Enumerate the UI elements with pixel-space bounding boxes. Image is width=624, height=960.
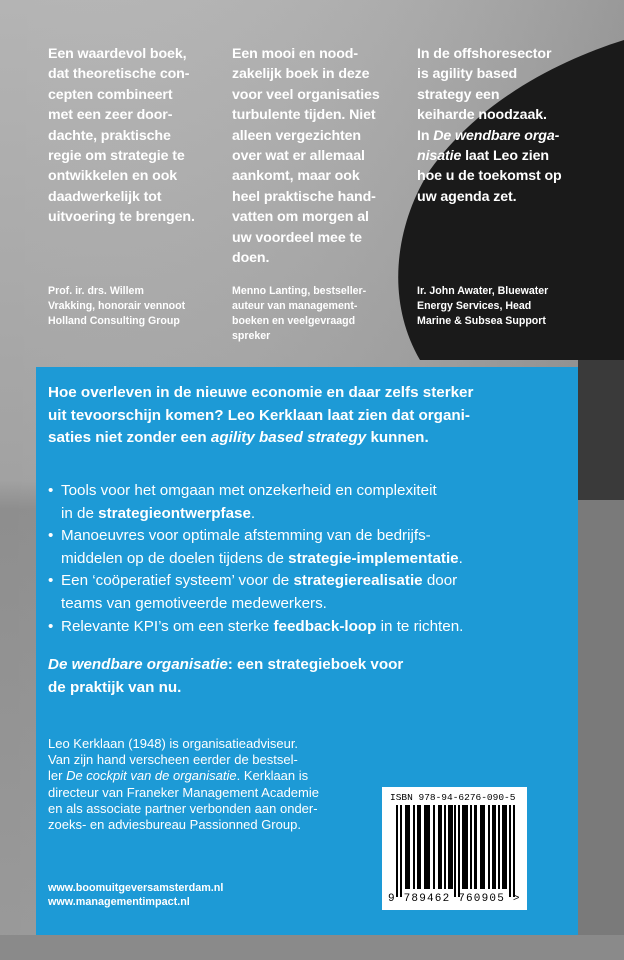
- quote-line: zakelijk boek in deze: [232, 66, 370, 83]
- attribution-line: Marine & Subsea Support: [417, 315, 546, 327]
- text: laat Leo zien: [461, 148, 549, 165]
- attribution-line: boeken en veelgevraagd: [232, 315, 356, 327]
- quote-line: regie om strategie te: [48, 148, 185, 165]
- bullet-icon: •: [48, 617, 54, 635]
- attribution-line: Vrakking, honorair vennoot: [48, 300, 186, 312]
- attribution-line: auteur van management-: [232, 300, 358, 312]
- bio-line: Leo Kerklaan (1948) is organisatieadviseur.: [48, 736, 299, 751]
- book-title: De wendbare orga-: [433, 127, 560, 144]
- quote-line: In de offshoresector: [417, 46, 552, 62]
- barcode-number: 9 789462 760905 >: [388, 893, 521, 905]
- quote-line: heel praktische hand-: [232, 188, 376, 205]
- text: : een strategieboek voor: [227, 656, 404, 673]
- attribution-line: Energy Services, Head: [417, 300, 532, 312]
- attribution-line: Prof. ir. drs. Willem: [48, 285, 144, 297]
- keyword: strategierealisatie: [293, 572, 423, 590]
- quote-line: vatten om morgen al: [232, 209, 369, 226]
- text: ler: [48, 768, 67, 784]
- text: In: [417, 127, 434, 144]
- bio-line: en als associate partner verbonden aan onder-: [48, 800, 318, 816]
- text: [61, 570, 463, 593]
- text: [61, 548, 463, 571]
- attribution-line: Menno Lanting, bestseller-: [232, 285, 367, 297]
- text: .: [250, 504, 256, 522]
- author-bio: [48, 736, 319, 833]
- list-item: [48, 616, 463, 639]
- quote-line: strategy een: [417, 86, 500, 103]
- text: saties niet zonder een: [48, 429, 211, 446]
- text: Relevante KPI’s om een sterke: [61, 617, 274, 635]
- keyword: feedback-loop: [273, 617, 377, 635]
- book-title: De cockpit van de organisatie: [66, 768, 237, 784]
- quote-line: voor veel organisaties: [232, 86, 380, 103]
- bio-line: zoeks- en adviesbureau Passionned Group.: [48, 817, 301, 833]
- quote-line: keiharde noodzaak.: [417, 107, 547, 124]
- bio-line: [48, 768, 319, 784]
- quote-line: doen.: [232, 250, 270, 267]
- quote-line: Een waardevol boek,: [48, 46, 187, 62]
- keyword: strategieontwerpfase: [98, 504, 251, 522]
- quote-line: [417, 126, 597, 146]
- publisher-url: www.boomuitgeversamsterdam.nl: [48, 882, 224, 894]
- quote-attribution-3: [417, 284, 602, 329]
- intro-line: Hoe overleven in de nieuwe economie en daar zelfs sterker: [48, 384, 474, 401]
- quote-line: turbulente tijden. Niet: [232, 107, 376, 124]
- attribution-line: spreker: [232, 330, 271, 342]
- quote-line: hoe u de toekomst op: [417, 168, 562, 185]
- text: [61, 616, 463, 639]
- text: Een ‘coöperatief systeem’ voor de: [61, 572, 294, 590]
- quote-line: uitvoering te brengen.: [48, 209, 195, 226]
- keyword: strategie-implementatie: [288, 549, 459, 567]
- publisher-url: www.managementimpact.nl: [48, 896, 190, 908]
- text: in te richten.: [376, 617, 464, 635]
- text: in de: [61, 504, 99, 522]
- list-item: [48, 480, 463, 525]
- quote-line: met een zeer door-: [48, 107, 173, 124]
- quote-line: dat theoretische con-: [48, 66, 190, 83]
- text: kunnen.: [366, 429, 429, 446]
- attribution-line: Ir. John Awater, Bluewater: [417, 285, 549, 297]
- review-quote-2: [232, 44, 412, 268]
- quote-line: [417, 146, 597, 166]
- text: [48, 654, 403, 677]
- text: teams van gemotiveerde medewerkers.: [61, 594, 327, 612]
- quote-line: Een mooi en nood-: [232, 46, 358, 62]
- text: de praktijk van nu.: [48, 678, 182, 696]
- intro-paragraph: [48, 382, 473, 450]
- text: .: [458, 549, 463, 567]
- quote-line: is agility based: [417, 66, 518, 83]
- bullet-icon: •: [48, 527, 54, 545]
- attribution-line: Holland Consulting Group: [48, 315, 180, 327]
- quote-line: daadwerkelijk tot: [48, 188, 162, 205]
- quote-line: over wat er allemaal: [232, 148, 365, 165]
- feature-list: [48, 480, 463, 638]
- text: . Kerklaan is: [236, 768, 309, 784]
- list-item: [48, 570, 463, 615]
- book-title: De wendbare organisatie: [48, 656, 228, 673]
- intro-line: uit tevoorschijn komen? Leo Kerklaan laat zien dat organi-: [48, 406, 470, 424]
- barcode-bars: [382, 787, 527, 910]
- review-quote-1: [48, 44, 228, 228]
- closing-statement: [48, 654, 403, 699]
- book-title: nisatie: [417, 148, 462, 165]
- publisher-urls: [48, 881, 223, 909]
- text: door: [422, 572, 458, 590]
- quote-line: uw agenda zet.: [417, 188, 517, 205]
- intro-line: [48, 427, 473, 450]
- text: Manoeuvres voor optimale afstemming van de bedrijfs-: [61, 527, 431, 545]
- bio-line: Van zijn hand verscheen eerder de bestsel-: [48, 752, 298, 768]
- review-quote-3: [417, 44, 597, 207]
- quote-line: uw voordeel mee te: [232, 229, 362, 246]
- emphasis: agility based strategy: [210, 429, 367, 446]
- quote-line: cepten combineert: [48, 86, 173, 103]
- quote-line: ontwikkelen en ook: [48, 168, 178, 185]
- bullet-icon: •: [48, 572, 54, 590]
- quote-line: aankomt, maar ook: [232, 168, 360, 185]
- text: middelen op de doelen tijdens de: [61, 549, 289, 567]
- blurb-panel: [36, 367, 578, 935]
- quote-attribution-1: [48, 284, 233, 329]
- quote-line: dachte, praktische: [48, 127, 171, 144]
- quote-line: alleen vergezichten: [232, 127, 361, 144]
- bullet-icon: •: [48, 482, 54, 499]
- text: Tools voor het omgaan met onzekerheid en complexiteit: [61, 482, 437, 499]
- isbn-barcode: [382, 787, 527, 910]
- text: [61, 503, 463, 526]
- quote-attribution-2: [232, 284, 417, 344]
- bio-line: directeur van Franeker Management Academie: [48, 784, 319, 800]
- isbn-label: ISBN 978-94-6276-090-5: [390, 792, 516, 803]
- list-item: [48, 525, 463, 570]
